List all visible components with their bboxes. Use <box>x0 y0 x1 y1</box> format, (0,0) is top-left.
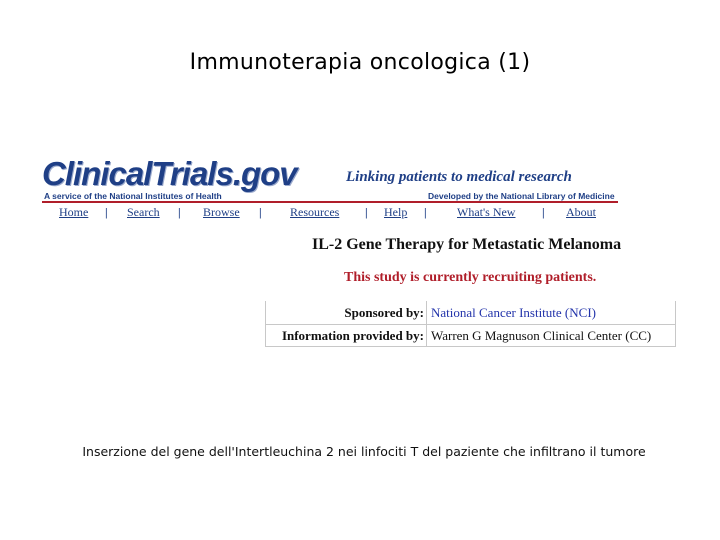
logo-subtitle: A service of the National Institutes of Health <box>44 191 222 201</box>
nav-separator: | <box>365 205 368 219</box>
slide-caption: Inserzione del gene dell'Intertleuchina 2 nei linfociti T del paziente che infiltrano il tumore <box>82 444 646 459</box>
developed-by-text: Developed by the National Library of Medicine <box>428 191 615 201</box>
nav-about-link[interactable]: About <box>566 205 596 219</box>
slide-title: Immunoterapia oncologica (1) <box>189 50 531 75</box>
nav-resources-link[interactable]: Resources <box>290 205 340 219</box>
study-info-table <box>265 301 676 347</box>
nav-help-link[interactable]: Help <box>384 205 408 219</box>
sponsor-label: Sponsored by: <box>344 305 424 320</box>
banner-divider <box>42 201 618 203</box>
site-tagline: Linking patients to medical research <box>346 169 572 185</box>
nav-separator: | <box>542 205 545 219</box>
recruitment-status: This study is currently recruiting patients. <box>344 270 597 285</box>
nav-home-link[interactable]: Home <box>59 205 89 219</box>
nav-search-link[interactable]: Search <box>127 205 160 219</box>
info-provider-value: Warren G Magnuson Clinical Center (CC) <box>431 328 652 343</box>
nav-separator: | <box>424 205 427 219</box>
site-nav <box>42 205 618 221</box>
nav-whats-new-link[interactable]: What's New <box>457 205 516 219</box>
sponsor-value[interactable]: National Cancer Institute (NCI) <box>431 305 596 320</box>
nav-separator: | <box>178 205 181 219</box>
nav-separator: | <box>105 205 108 219</box>
study-title: IL-2 Gene Therapy for Metastatic Melanoma <box>312 236 622 253</box>
info-provider-label: Information provided by: <box>281 328 424 343</box>
nav-separator: | <box>259 205 262 219</box>
nav-browse-link[interactable]: Browse <box>203 205 240 219</box>
clinicaltrials-logo[interactable]: ClinicalTrials.gov <box>42 155 297 192</box>
